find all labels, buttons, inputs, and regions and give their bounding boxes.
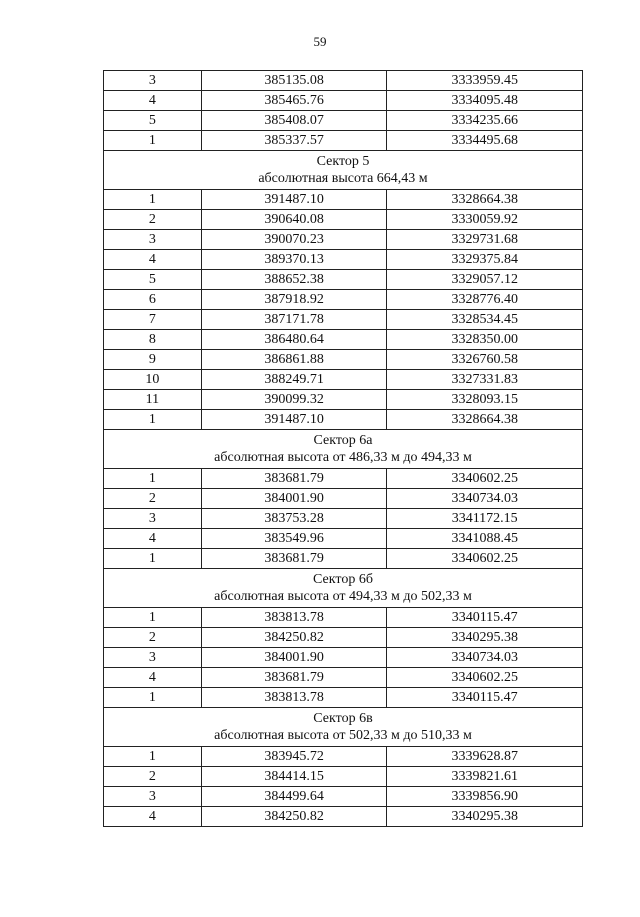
point-number-cell: 1 bbox=[104, 190, 202, 210]
table-row bbox=[104, 290, 583, 310]
y-coordinate-cell: 3340602.25 bbox=[387, 469, 583, 489]
y-coordinate-cell: 3333959.45 bbox=[387, 71, 583, 91]
y-coordinate-cell: 3328093.15 bbox=[387, 390, 583, 410]
y-coordinate-cell: 3340295.38 bbox=[387, 628, 583, 648]
y-coordinate-cell: 3340734.03 bbox=[387, 648, 583, 668]
x-coordinate-cell: 386480.64 bbox=[201, 330, 387, 350]
y-coordinate-cell: 3328534.45 bbox=[387, 310, 583, 330]
x-coordinate-cell: 383549.96 bbox=[201, 529, 387, 549]
point-number-cell: 2 bbox=[104, 767, 202, 787]
y-coordinate-cell: 3340602.25 bbox=[387, 668, 583, 688]
x-coordinate-cell: 384250.82 bbox=[201, 628, 387, 648]
point-number-cell: 2 bbox=[104, 489, 202, 509]
x-coordinate-cell: 384499.64 bbox=[201, 787, 387, 807]
table-row bbox=[104, 608, 583, 628]
y-coordinate-cell: 3340115.47 bbox=[387, 608, 583, 628]
x-coordinate-cell: 386861.88 bbox=[201, 350, 387, 370]
x-coordinate-cell: 383681.79 bbox=[201, 549, 387, 569]
x-coordinate-cell: 388249.71 bbox=[201, 370, 387, 390]
point-number-cell: 1 bbox=[104, 688, 202, 708]
table-row bbox=[104, 688, 583, 708]
x-coordinate-cell: 388652.38 bbox=[201, 270, 387, 290]
table-row bbox=[104, 310, 583, 330]
table-row bbox=[104, 529, 583, 549]
sector-altitude: абсолютная высота от 486,33 м до 494,33 м bbox=[214, 450, 472, 465]
table-row bbox=[104, 787, 583, 807]
page-number: 59 bbox=[313, 34, 327, 49]
table-row bbox=[104, 71, 583, 91]
table-row bbox=[104, 648, 583, 668]
table-row bbox=[104, 270, 583, 290]
x-coordinate-cell: 384001.90 bbox=[201, 489, 387, 509]
table-row bbox=[104, 210, 583, 230]
sector-header-row bbox=[104, 151, 583, 190]
table-row bbox=[104, 747, 583, 767]
sector-header bbox=[104, 708, 583, 747]
table-row bbox=[104, 469, 583, 489]
table-row bbox=[104, 390, 583, 410]
point-number-cell: 3 bbox=[104, 509, 202, 529]
point-number-cell: 1 bbox=[104, 131, 202, 151]
point-number-cell: 3 bbox=[104, 71, 202, 91]
point-number-cell: 3 bbox=[104, 787, 202, 807]
table-row bbox=[104, 668, 583, 688]
table-row bbox=[104, 330, 583, 350]
y-coordinate-cell: 3339856.90 bbox=[387, 787, 583, 807]
point-number-cell: 4 bbox=[104, 807, 202, 827]
table-row bbox=[104, 410, 583, 430]
x-coordinate-cell: 387918.92 bbox=[201, 290, 387, 310]
y-coordinate-cell: 3328664.38 bbox=[387, 410, 583, 430]
sector-altitude: абсолютная высота 664,43 м bbox=[258, 171, 428, 186]
x-coordinate-cell: 383681.79 bbox=[201, 469, 387, 489]
y-coordinate-cell: 3330059.92 bbox=[387, 210, 583, 230]
table-row bbox=[104, 807, 583, 827]
sector-altitude: абсолютная высота от 502,33 м до 510,33 м bbox=[214, 728, 472, 743]
point-number-cell: 3 bbox=[104, 648, 202, 668]
coordinates-table-body bbox=[104, 71, 583, 827]
table-row bbox=[104, 767, 583, 787]
x-coordinate-cell: 389370.13 bbox=[201, 250, 387, 270]
y-coordinate-cell: 3339628.87 bbox=[387, 747, 583, 767]
sector-header bbox=[104, 151, 583, 190]
point-number-cell: 5 bbox=[104, 111, 202, 131]
y-coordinate-cell: 3341088.45 bbox=[387, 529, 583, 549]
y-coordinate-cell: 3341172.15 bbox=[387, 509, 583, 529]
y-coordinate-cell: 3340734.03 bbox=[387, 489, 583, 509]
sector-header-row bbox=[104, 569, 583, 608]
point-number-cell: 8 bbox=[104, 330, 202, 350]
y-coordinate-cell: 3329057.12 bbox=[387, 270, 583, 290]
table-row bbox=[104, 230, 583, 250]
y-coordinate-cell: 3339821.61 bbox=[387, 767, 583, 787]
x-coordinate-cell: 383813.78 bbox=[201, 688, 387, 708]
y-coordinate-cell: 3334095.48 bbox=[387, 91, 583, 111]
y-coordinate-cell: 3327331.83 bbox=[387, 370, 583, 390]
x-coordinate-cell: 391487.10 bbox=[201, 410, 387, 430]
sector-header-row bbox=[104, 430, 583, 469]
table-row bbox=[104, 628, 583, 648]
x-coordinate-cell: 391487.10 bbox=[201, 190, 387, 210]
point-number-cell: 5 bbox=[104, 270, 202, 290]
x-coordinate-cell: 383813.78 bbox=[201, 608, 387, 628]
x-coordinate-cell: 390099.32 bbox=[201, 390, 387, 410]
table-row bbox=[104, 131, 583, 151]
x-coordinate-cell: 385465.76 bbox=[201, 91, 387, 111]
point-number-cell: 4 bbox=[104, 250, 202, 270]
y-coordinate-cell: 3340602.25 bbox=[387, 549, 583, 569]
point-number-cell: 2 bbox=[104, 210, 202, 230]
table-row bbox=[104, 250, 583, 270]
point-number-cell: 1 bbox=[104, 469, 202, 489]
x-coordinate-cell: 383945.72 bbox=[201, 747, 387, 767]
point-number-cell: 1 bbox=[104, 410, 202, 430]
table-row bbox=[104, 190, 583, 210]
y-coordinate-cell: 3340295.38 bbox=[387, 807, 583, 827]
point-number-cell: 2 bbox=[104, 628, 202, 648]
y-coordinate-cell: 3328776.40 bbox=[387, 290, 583, 310]
sector-title: Сектор 6б bbox=[313, 572, 373, 587]
sector-altitude: абсолютная высота от 494,33 м до 502,33 м bbox=[214, 589, 472, 604]
table-row bbox=[104, 370, 583, 390]
x-coordinate-cell: 385135.08 bbox=[201, 71, 387, 91]
table-row bbox=[104, 111, 583, 131]
sector-header-row bbox=[104, 708, 583, 747]
x-coordinate-cell: 385408.07 bbox=[201, 111, 387, 131]
table-row bbox=[104, 489, 583, 509]
point-number-cell: 1 bbox=[104, 747, 202, 767]
table-row bbox=[104, 91, 583, 111]
sector-header bbox=[104, 569, 583, 608]
y-coordinate-cell: 3328664.38 bbox=[387, 190, 583, 210]
sector-title: Сектор 5 bbox=[316, 154, 370, 169]
table-row bbox=[104, 350, 583, 370]
point-number-cell: 7 bbox=[104, 310, 202, 330]
coordinates-table bbox=[103, 70, 583, 827]
y-coordinate-cell: 3334235.66 bbox=[387, 111, 583, 131]
point-number-cell: 4 bbox=[104, 91, 202, 111]
x-coordinate-cell: 387171.78 bbox=[201, 310, 387, 330]
point-number-cell: 11 bbox=[104, 390, 202, 410]
point-number-cell: 4 bbox=[104, 668, 202, 688]
point-number-cell: 1 bbox=[104, 608, 202, 628]
point-number-cell: 4 bbox=[104, 529, 202, 549]
y-coordinate-cell: 3326760.58 bbox=[387, 350, 583, 370]
sector-title: Сектор 6а bbox=[313, 433, 373, 448]
x-coordinate-cell: 384414.15 bbox=[201, 767, 387, 787]
point-number-cell: 6 bbox=[104, 290, 202, 310]
y-coordinate-cell: 3328350.00 bbox=[387, 330, 583, 350]
y-coordinate-cell: 3329731.68 bbox=[387, 230, 583, 250]
table-row bbox=[104, 509, 583, 529]
x-coordinate-cell: 383753.28 bbox=[201, 509, 387, 529]
point-number-cell: 10 bbox=[104, 370, 202, 390]
point-number-cell: 3 bbox=[104, 230, 202, 250]
x-coordinate-cell: 384001.90 bbox=[201, 648, 387, 668]
point-number-cell: 1 bbox=[104, 549, 202, 569]
x-coordinate-cell: 383681.79 bbox=[201, 668, 387, 688]
sector-title: Сектор 6в bbox=[313, 711, 373, 726]
x-coordinate-cell: 390070.23 bbox=[201, 230, 387, 250]
x-coordinate-cell: 385337.57 bbox=[201, 131, 387, 151]
y-coordinate-cell: 3340115.47 bbox=[387, 688, 583, 708]
point-number-cell: 9 bbox=[104, 350, 202, 370]
y-coordinate-cell: 3334495.68 bbox=[387, 131, 583, 151]
table-row bbox=[104, 549, 583, 569]
x-coordinate-cell: 390640.08 bbox=[201, 210, 387, 230]
sector-header bbox=[104, 430, 583, 469]
y-coordinate-cell: 3329375.84 bbox=[387, 250, 583, 270]
x-coordinate-cell: 384250.82 bbox=[201, 807, 387, 827]
